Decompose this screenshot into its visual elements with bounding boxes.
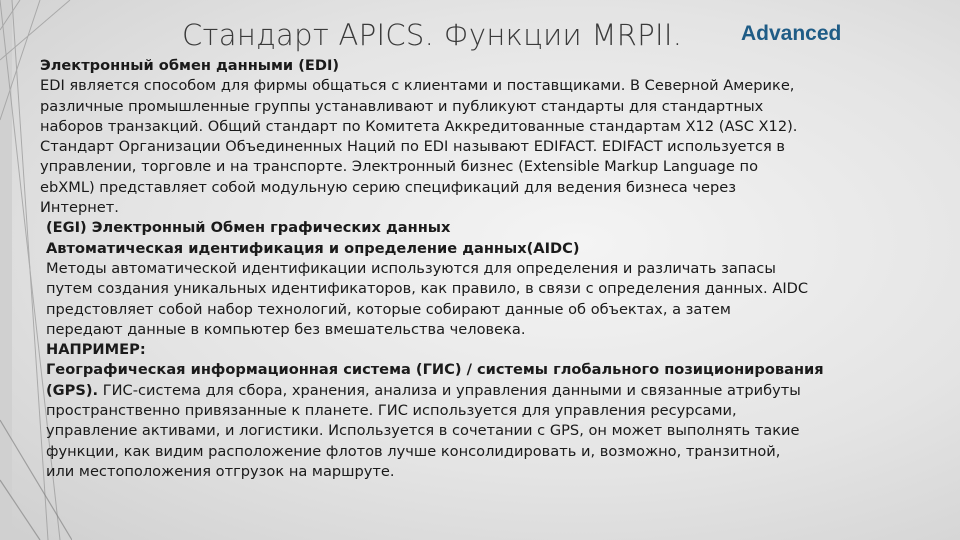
edi-heading: Электронный обмен данными (EDI)	[40, 57, 340, 74]
slide-body	[40, 56, 952, 482]
gis-line: функции, как видим расположение флотов лучше консолидировать и, возможно, транзитной,	[46, 442, 781, 460]
gis-heading: Географическая информационная система (ГИС) / системы глобального позиционирования	[46, 361, 824, 379]
gps-label: (GPS).	[46, 381, 99, 399]
gis-first-text: ГИС-система для сбора, хранения, анализа и управления данными и связанные атрибуты	[98, 381, 801, 399]
aidc-line: передают данные в компьютер без вмешательства человека.	[46, 320, 526, 338]
aidc-line: путем создания уникальных идентификаторов, как правило, в связи с определения данных. AIDC	[46, 280, 809, 298]
edi-line: управлении, торговле и на транспорте. Электронный бизнес (Extensible Markup Language по	[40, 158, 759, 176]
aidc-line: Методы автоматической идентификации используются для определения и различать запасы	[46, 259, 776, 277]
egi-heading: (EGI) Электронный Обмен графических данных	[46, 219, 451, 237]
gis-line: управление активами, и логистики. Используется в сочетании с GPS, он может выполнять такие	[46, 422, 800, 440]
edi-line: ebXML) представляет собой модульную серию спецификаций для ведения бизнеса через	[40, 178, 736, 196]
edi-line: Интернет.	[40, 199, 119, 217]
edi-line: различные промышленные группы устанавливают и публикуют стандарты для стандартных	[40, 97, 764, 115]
advanced-badge: Advanced	[741, 22, 842, 45]
gis-line: или местоположения отгрузок на маршруте.	[46, 462, 395, 480]
edi-line: EDI является способом для фирмы общаться с клиентами и поставщиками. В Северной Америке,	[40, 77, 795, 95]
gis-first-line	[40, 381, 952, 401]
aidc-line: предстовляет собой набор технологий, которые собирают данные об объектах, а затем	[46, 300, 731, 318]
edi-line: наборов транзакций. Общий стандарт по Комитета Аккредитованные стандартам X12 (ASC X12).	[40, 117, 798, 135]
example-heading: НАПРИМЕР:	[46, 341, 146, 359]
edi-line: Стандарт Организации Объединенных Наций по EDI называют EDIFACT. EDIFACT используется в	[40, 138, 786, 156]
gis-line: пространственно привязанные к планете. ГИС используется для управления ресурсами,	[46, 402, 737, 420]
aidc-heading: Автоматическая идентификация и определение данных(AIDC)	[46, 239, 580, 257]
slide-title: Стандарт APICS. Функции MRPII.	[182, 18, 683, 52]
